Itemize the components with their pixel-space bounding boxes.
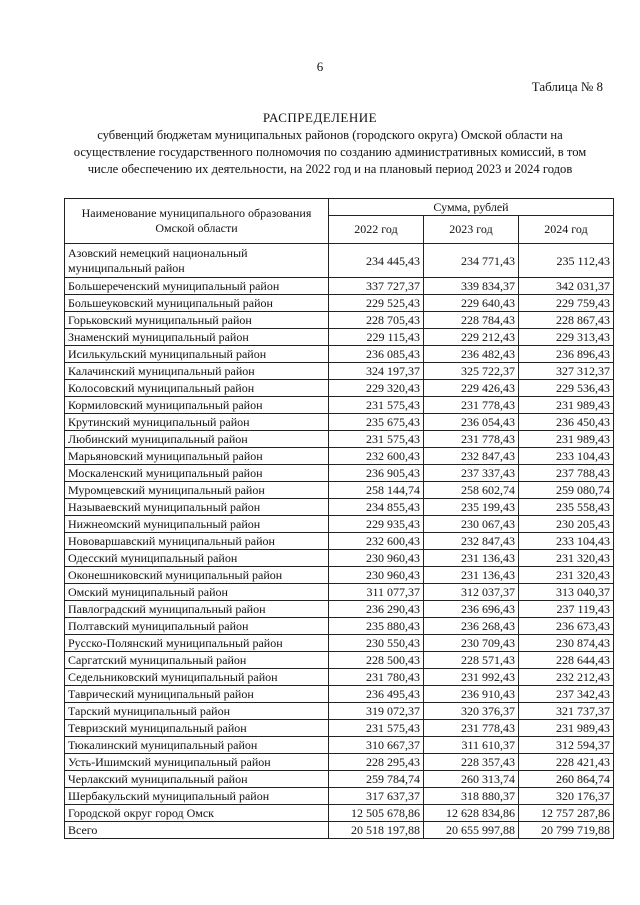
cell-2023: 236 696,43: [424, 601, 519, 618]
cell-2022: 236 290,43: [329, 601, 424, 618]
cell-2022: 317 637,37: [329, 788, 424, 805]
table-row: [65, 805, 614, 822]
cell-municipality: Таврический муниципальный район: [65, 686, 329, 703]
cell-municipality: Калачинский муниципальный район: [65, 363, 329, 380]
cell-2023: 232 847,43: [424, 533, 519, 550]
cell-2022: 12 505 678,86: [329, 805, 424, 822]
cell-2024: 228 421,43: [519, 754, 614, 771]
cell-2023: 229 426,43: [424, 380, 519, 397]
header-year-2023: 2023 год: [424, 216, 519, 244]
cell-2024: 233 104,43: [519, 448, 614, 465]
cell-municipality: Тарский муниципальный район: [65, 703, 329, 720]
table-row: [65, 499, 614, 516]
cell-2023: 318 880,37: [424, 788, 519, 805]
table-row: [65, 822, 614, 839]
cell-municipality: Большеуковский муниципальный район: [65, 295, 329, 312]
cell-municipality: Черлакский муниципальный район: [65, 771, 329, 788]
cell-2022: 231 780,43: [329, 669, 424, 686]
cell-2024: 342 031,37: [519, 278, 614, 295]
cell-2024: 230 874,43: [519, 635, 614, 652]
cell-2024: 231 320,43: [519, 550, 614, 567]
cell-2022: 231 575,43: [329, 431, 424, 448]
cell-2024: 235 112,43: [519, 244, 614, 278]
cell-2022: 235 880,43: [329, 618, 424, 635]
table-row: [65, 431, 614, 448]
table-row: [65, 482, 614, 499]
cell-2024: 235 558,43: [519, 499, 614, 516]
cell-2024: 232 212,43: [519, 669, 614, 686]
cell-2022: 228 295,43: [329, 754, 424, 771]
cell-2024: 231 989,43: [519, 720, 614, 737]
cell-2022: 234 445,43: [329, 244, 424, 278]
cell-2023: 231 778,43: [424, 431, 519, 448]
cell-2022: 311 077,37: [329, 584, 424, 601]
header-sum: Сумма, рублей: [329, 199, 614, 216]
table-row: [65, 363, 614, 380]
cell-2024: 229 759,43: [519, 295, 614, 312]
table-row: [65, 618, 614, 635]
cell-2024: 228 644,43: [519, 652, 614, 669]
cell-municipality: Крутинский муниципальный район: [65, 414, 329, 431]
cell-municipality: Седельниковский муниципальный район: [65, 669, 329, 686]
cell-2023: 231 778,43: [424, 720, 519, 737]
cell-2023: 231 992,43: [424, 669, 519, 686]
page-number: 6: [316, 59, 324, 74]
table-row: [65, 278, 614, 295]
distribution-table: [64, 198, 614, 839]
cell-municipality: Шербакульский муниципальный район: [65, 788, 329, 805]
cell-2022: 20 518 197,88: [329, 822, 424, 839]
cell-municipality: Саргатский муниципальный район: [65, 652, 329, 669]
cell-municipality: Павлоградский муниципальный район: [65, 601, 329, 618]
cell-2024: 229 536,43: [519, 380, 614, 397]
cell-2022: 236 495,43: [329, 686, 424, 703]
cell-2024: 231 320,43: [519, 567, 614, 584]
table-row: [65, 312, 614, 329]
cell-2022: 259 784,74: [329, 771, 424, 788]
cell-2022: 229 935,43: [329, 516, 424, 533]
cell-2023: 230 709,43: [424, 635, 519, 652]
table-row: [65, 737, 614, 754]
cell-2022: 319 072,37: [329, 703, 424, 720]
table-row: [65, 601, 614, 618]
cell-2023: 237 337,43: [424, 465, 519, 482]
cell-2023: 229 212,43: [424, 329, 519, 346]
cell-municipality: Усть-Ишимский муниципальный район: [65, 754, 329, 771]
cell-2023: 228 784,43: [424, 312, 519, 329]
cell-2022: 229 115,43: [329, 329, 424, 346]
cell-2023: 228 357,43: [424, 754, 519, 771]
cell-2023: 260 313,74: [424, 771, 519, 788]
table-row: [65, 550, 614, 567]
cell-municipality: Всего: [65, 822, 329, 839]
cell-municipality: Исилькульский муниципальный район: [65, 346, 329, 363]
cell-2024: 237 788,43: [519, 465, 614, 482]
cell-municipality: Москаленский муниципальный район: [65, 465, 329, 482]
cell-municipality: Знаменский муниципальный район: [65, 329, 329, 346]
cell-2024: 228 867,43: [519, 312, 614, 329]
cell-municipality: Оконешниковский муниципальный район: [65, 567, 329, 584]
table-row: [65, 448, 614, 465]
cell-2023: 258 602,74: [424, 482, 519, 499]
table-row: [65, 754, 614, 771]
table-row: [65, 533, 614, 550]
cell-2024: 231 989,43: [519, 397, 614, 414]
document-title: РАСПРЕДЕЛЕНИЕ: [262, 110, 378, 125]
cell-municipality: Городской округ город Омск: [65, 805, 329, 822]
table-row: [65, 380, 614, 397]
cell-municipality: Тевризский муниципальный район: [65, 720, 329, 737]
cell-2024: 236 673,43: [519, 618, 614, 635]
cell-2022: 229 525,43: [329, 295, 424, 312]
cell-2023: 235 199,43: [424, 499, 519, 516]
cell-2024: 229 313,43: [519, 329, 614, 346]
cell-municipality: Муромцевский муниципальный район: [65, 482, 329, 499]
table-row: [65, 295, 614, 312]
cell-2023: 325 722,37: [424, 363, 519, 380]
cell-2024: 20 799 719,88: [519, 822, 614, 839]
table-label: Таблица № 8: [531, 79, 603, 94]
cell-2022: 234 855,43: [329, 499, 424, 516]
cell-2022: 230 960,43: [329, 567, 424, 584]
cell-municipality: Азовский немецкий национальный муниципальный район: [65, 244, 329, 278]
cell-2024: 259 080,74: [519, 482, 614, 499]
cell-2024: 236 896,43: [519, 346, 614, 363]
cell-2023: 231 136,43: [424, 550, 519, 567]
cell-2024: 320 176,37: [519, 788, 614, 805]
table-row: [65, 329, 614, 346]
cell-municipality: Омский муниципальный район: [65, 584, 329, 601]
header-municipality: Наименование муниципального образования Омской области: [65, 199, 329, 244]
header-year-2022: 2022 год: [329, 216, 424, 244]
document-subtitle: субвенций бюджетам муниципальных районов (городского округа) Омской области на осуществление государственного полномочия по созданию административных комиссий, в том числе обеспечению их деятельности, на 2022 год и на плановый период 2023 и 2024 годов: [73, 128, 587, 176]
cell-municipality: Марьяновский муниципальный район: [65, 448, 329, 465]
cell-2023: 229 640,43: [424, 295, 519, 312]
cell-2024: 233 104,43: [519, 533, 614, 550]
cell-municipality: Любинский муниципальный район: [65, 431, 329, 448]
table-row: [65, 516, 614, 533]
cell-municipality: Колосовский муниципальный район: [65, 380, 329, 397]
table-row: [65, 397, 614, 414]
table-row: [65, 635, 614, 652]
cell-2024: 313 040,37: [519, 584, 614, 601]
cell-2024: 231 989,43: [519, 431, 614, 448]
cell-2023: 236 482,43: [424, 346, 519, 363]
cell-2024: 236 450,43: [519, 414, 614, 431]
cell-2022: 230 550,43: [329, 635, 424, 652]
cell-2022: 235 675,43: [329, 414, 424, 431]
cell-2022: 258 144,74: [329, 482, 424, 499]
cell-2024: 260 864,74: [519, 771, 614, 788]
cell-municipality: Кормиловский муниципальный район: [65, 397, 329, 414]
cell-2022: 231 575,43: [329, 720, 424, 737]
cell-2024: 12 757 287,86: [519, 805, 614, 822]
cell-2022: 236 085,43: [329, 346, 424, 363]
cell-2022: 228 705,43: [329, 312, 424, 329]
cell-2024: 237 342,43: [519, 686, 614, 703]
cell-municipality: Большереченский муниципальный район: [65, 278, 329, 295]
table-row: [65, 465, 614, 482]
cell-2023: 311 610,37: [424, 737, 519, 754]
cell-2023: 236 054,43: [424, 414, 519, 431]
cell-2024: 237 119,43: [519, 601, 614, 618]
cell-municipality: Тюкалинский муниципальный район: [65, 737, 329, 754]
table-row: [65, 414, 614, 431]
cell-2023: 12 628 834,86: [424, 805, 519, 822]
cell-2024: 230 205,43: [519, 516, 614, 533]
cell-2023: 231 778,43: [424, 397, 519, 414]
cell-2023: 312 037,37: [424, 584, 519, 601]
table-row: [65, 669, 614, 686]
cell-2023: 230 067,43: [424, 516, 519, 533]
cell-2023: 320 376,37: [424, 703, 519, 720]
cell-municipality: Нововаршавский муниципальный район: [65, 533, 329, 550]
table-row: [65, 788, 614, 805]
cell-2022: 229 320,43: [329, 380, 424, 397]
cell-2023: 232 847,43: [424, 448, 519, 465]
cell-2023: 234 771,43: [424, 244, 519, 278]
cell-2024: 327 312,37: [519, 363, 614, 380]
cell-municipality: Полтавский муниципальный район: [65, 618, 329, 635]
cell-municipality: Русско-Полянский муниципальный район: [65, 635, 329, 652]
table-row: [65, 686, 614, 703]
cell-2023: 228 571,43: [424, 652, 519, 669]
cell-2022: 232 600,43: [329, 533, 424, 550]
cell-2022: 236 905,43: [329, 465, 424, 482]
cell-2023: 236 268,43: [424, 618, 519, 635]
cell-2023: 20 655 997,88: [424, 822, 519, 839]
cell-2023: 236 910,43: [424, 686, 519, 703]
table-row: [65, 652, 614, 669]
cell-municipality: Одесский муниципальный район: [65, 550, 329, 567]
table-row: [65, 346, 614, 363]
cell-2022: 310 667,37: [329, 737, 424, 754]
cell-2024: 321 737,37: [519, 703, 614, 720]
cell-2024: 312 594,37: [519, 737, 614, 754]
header-year-2024: 2024 год: [519, 216, 614, 244]
table-row: [65, 244, 614, 278]
cell-2022: 230 960,43: [329, 550, 424, 567]
cell-2022: 232 600,43: [329, 448, 424, 465]
table-body: [65, 244, 614, 839]
cell-municipality: Горьковский муниципальный район: [65, 312, 329, 329]
cell-2022: 231 575,43: [329, 397, 424, 414]
cell-2023: 339 834,37: [424, 278, 519, 295]
cell-2022: 228 500,43: [329, 652, 424, 669]
cell-municipality: Нижнеомский муниципальный район: [65, 516, 329, 533]
cell-2023: 231 136,43: [424, 567, 519, 584]
cell-2022: 324 197,37: [329, 363, 424, 380]
table-row: [65, 703, 614, 720]
cell-2022: 337 727,37: [329, 278, 424, 295]
table-row: [65, 771, 614, 788]
table-row: [65, 720, 614, 737]
cell-municipality: Называевский муниципальный район: [65, 499, 329, 516]
table-row: [65, 584, 614, 601]
table-row: [65, 567, 614, 584]
